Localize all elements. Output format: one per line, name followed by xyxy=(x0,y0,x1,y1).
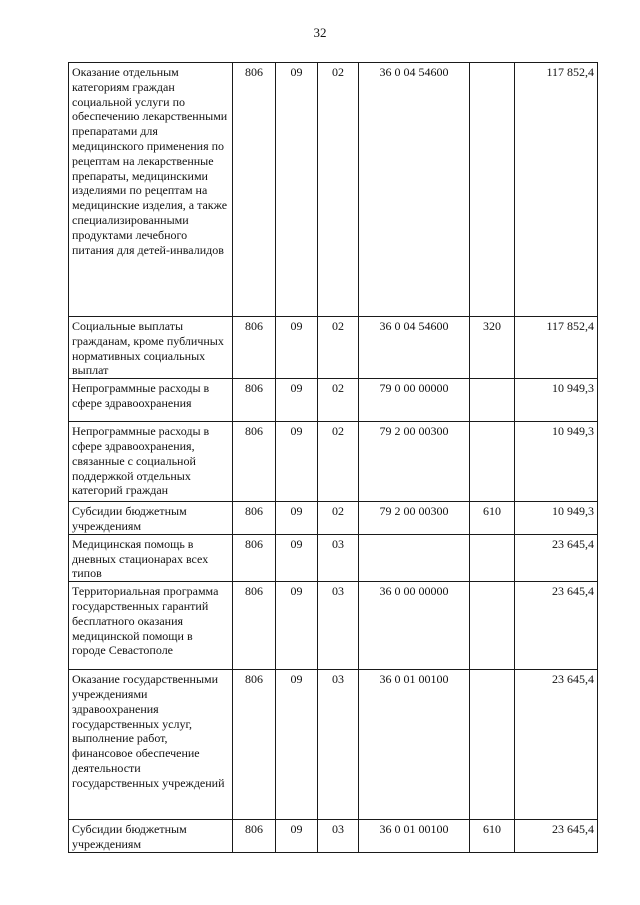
ministry-code: 806 xyxy=(233,379,276,422)
subsection-code: 02 xyxy=(318,379,359,422)
amount: 10 949,3 xyxy=(515,422,598,502)
amount: 23 645,4 xyxy=(515,670,598,820)
row-name: Непрограммные расходы в сфере здравоохранения, связанные с социальной поддержкой отдельных категорий граждан xyxy=(69,422,233,502)
subsection-code: 02 xyxy=(318,422,359,502)
subsection-code: 03 xyxy=(318,670,359,820)
amount: 23 645,4 xyxy=(515,534,598,581)
target-article-code: 79 2 00 00300 xyxy=(359,422,470,502)
row-name: Оказание отдельным категориям граждан социальной услуги по обеспечению лекарственными препаратами для медицинского применения по рецептам на лекарственные препараты, медицинскими изделиями по рецептам на медицинские изделия, а также специализированными продуктами лечебного питания для детей-инвалидов xyxy=(69,63,233,317)
ministry-code: 806 xyxy=(233,317,276,379)
ministry-code: 806 xyxy=(233,670,276,820)
amount: 10 949,3 xyxy=(515,379,598,422)
target-article-code: 36 0 01 00100 xyxy=(359,670,470,820)
subsection-code: 03 xyxy=(318,582,359,670)
amount: 117 852,4 xyxy=(515,317,598,379)
table-row xyxy=(69,63,598,317)
table-row xyxy=(69,317,598,379)
row-name: Непрограммные расходы в сфере здравоохранения xyxy=(69,379,233,422)
expense-type-code: 610 xyxy=(470,502,515,535)
section-code: 09 xyxy=(276,670,318,820)
table-row xyxy=(69,582,598,670)
target-article-code: 36 0 04 54600 xyxy=(359,317,470,379)
expense-type-code xyxy=(470,379,515,422)
row-name: Территориальная программа государственных гарантий бесплатного оказания медицинской помощи в городе Севастополе xyxy=(69,582,233,670)
subsection-code: 02 xyxy=(318,63,359,317)
row-name: Субсидии бюджетным учреждениям xyxy=(69,820,233,853)
table-row xyxy=(69,820,598,853)
section-code: 09 xyxy=(276,534,318,581)
amount: 117 852,4 xyxy=(515,63,598,317)
budget-table xyxy=(68,62,598,853)
table-row xyxy=(69,379,598,422)
expense-type-code xyxy=(470,582,515,670)
subsection-code: 02 xyxy=(318,317,359,379)
section-code: 09 xyxy=(276,422,318,502)
expense-type-code: 610 xyxy=(470,820,515,853)
amount: 10 949,3 xyxy=(515,502,598,535)
section-code: 09 xyxy=(276,379,318,422)
expense-type-code xyxy=(470,670,515,820)
target-article-code: 36 0 00 00000 xyxy=(359,582,470,670)
section-code: 09 xyxy=(276,502,318,535)
ministry-code: 806 xyxy=(233,820,276,853)
section-code: 09 xyxy=(276,820,318,853)
row-name: Оказание государственными учреждениями здравоохранения государственных услуг, выполнение работ, финансовое обеспечение деятельности государственных учреждений xyxy=(69,670,233,820)
row-name: Субсидии бюджетным учреждениям xyxy=(69,502,233,535)
table-row xyxy=(69,534,598,581)
expense-type-code xyxy=(470,534,515,581)
subsection-code: 02 xyxy=(318,502,359,535)
page-number: 32 xyxy=(313,25,327,40)
ministry-code: 806 xyxy=(233,422,276,502)
target-article-code: 36 0 04 54600 xyxy=(359,63,470,317)
row-name: Социальные выплаты гражданам, кроме публичных нормативных социальных выплат xyxy=(69,317,233,379)
amount: 23 645,4 xyxy=(515,582,598,670)
section-code: 09 xyxy=(276,317,318,379)
amount: 23 645,4 xyxy=(515,820,598,853)
target-article-code: 36 0 01 00100 xyxy=(359,820,470,853)
table-row xyxy=(69,502,598,535)
expense-type-code xyxy=(470,63,515,317)
subsection-code: 03 xyxy=(318,534,359,581)
ministry-code: 806 xyxy=(233,582,276,670)
target-article-code xyxy=(359,534,470,581)
subsection-code: 03 xyxy=(318,820,359,853)
section-code: 09 xyxy=(276,582,318,670)
ministry-code: 806 xyxy=(233,502,276,535)
ministry-code: 806 xyxy=(233,63,276,317)
section-code: 09 xyxy=(276,63,318,317)
row-name: Медицинская помощь в дневных стационарах всех типов xyxy=(69,534,233,581)
table-row xyxy=(69,670,598,820)
expense-type-code xyxy=(470,422,515,502)
expense-type-code: 320 xyxy=(470,317,515,379)
table-row xyxy=(69,422,598,502)
target-article-code: 79 0 00 00000 xyxy=(359,379,470,422)
target-article-code: 79 2 00 00300 xyxy=(359,502,470,535)
ministry-code: 806 xyxy=(233,534,276,581)
